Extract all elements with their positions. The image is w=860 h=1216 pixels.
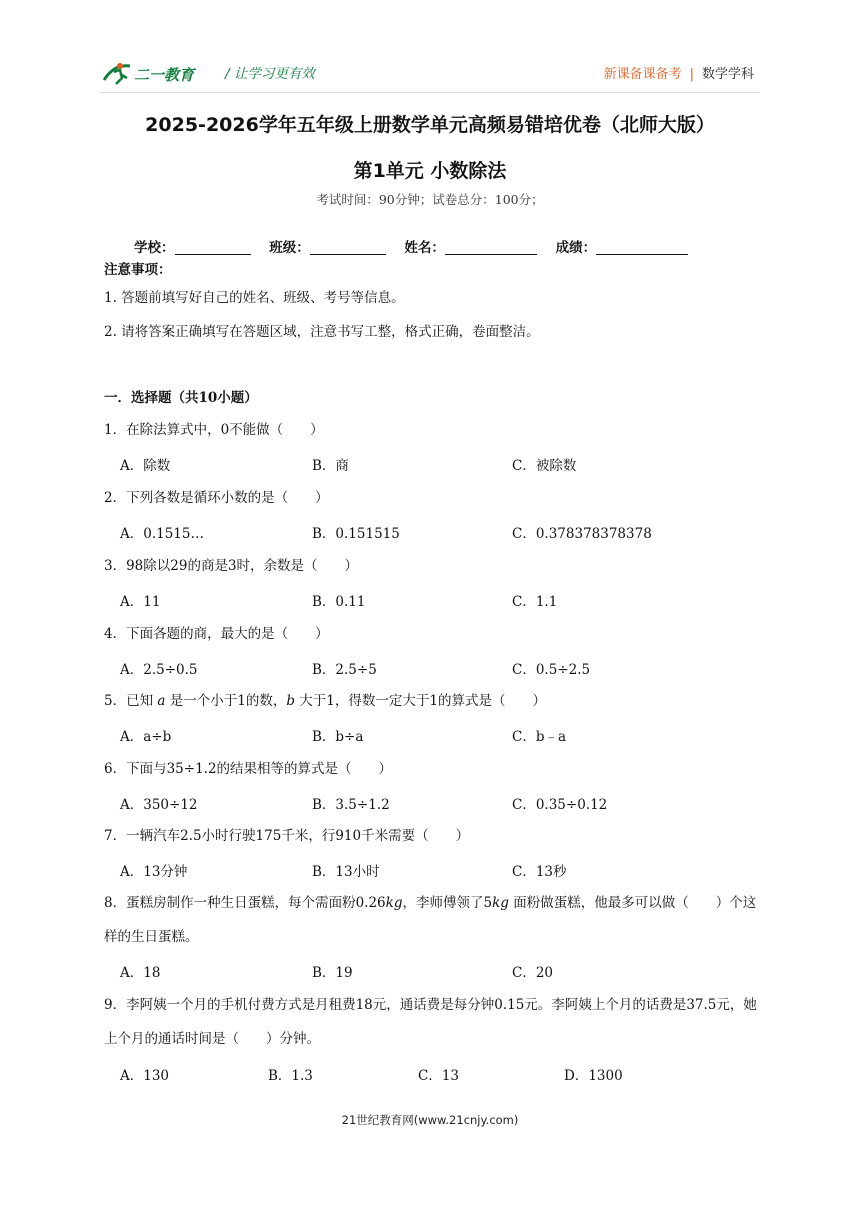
name-blank[interactable] [445, 239, 537, 255]
exam-info: 考试时间：90分钟；试卷总分：100分； [316, 192, 544, 207]
option-b[interactable]: B．0.151515 [312, 526, 400, 542]
option-b[interactable]: B．0.11 [312, 594, 366, 610]
notice-item: 2. 请将答案正确填写在答题区域，注意书写工整，格式正确，卷面整洁。 [104, 324, 540, 340]
svg-text:二一教育: 二一教育 [134, 66, 195, 84]
option-b[interactable]: B．13小时 [312, 864, 380, 880]
question-9-options [0, 1064, 860, 1084]
option-d[interactable]: D．1300 [564, 1068, 623, 1084]
school-blank[interactable] [175, 239, 251, 255]
name-field[interactable] [404, 236, 537, 256]
page-header [0, 0, 860, 100]
option-a[interactable]: A．2.5÷0.5 [120, 662, 198, 678]
class-label: 班级： [269, 240, 310, 256]
notice-item: 1. 答题前填写好自己的姓名、班级、考号等信息。 [104, 290, 405, 306]
question-4-options [0, 658, 860, 678]
header-subject-info [604, 63, 754, 82]
student-info-fields [134, 236, 702, 256]
question-2-options [0, 522, 860, 542]
name-label: 姓名： [404, 240, 445, 256]
option-a[interactable]: A．0.1515… [120, 526, 204, 542]
score-blank[interactable] [596, 239, 688, 255]
option-a[interactable]: A．除数 [120, 458, 171, 474]
option-c[interactable]: C．0.378378378378 [512, 526, 652, 542]
question-3: 3．98除以29的商是3时，余数是（ ） [104, 558, 359, 574]
question-8-options [0, 961, 860, 981]
question-9: 9．李阿姨一个月的手机付费方式是月租费18元，通话费是每分钟0.15元。李阿姨上个月的话费是37.5元，她上个月的通话时间是（ ）分钟。 [104, 997, 757, 1047]
option-c[interactable]: C．13秒 [512, 864, 567, 880]
notice-title: 注意事项： [104, 262, 172, 278]
school-label: 学校： [134, 240, 175, 256]
class-field[interactable] [269, 236, 386, 256]
option-a[interactable]: A．350÷12 [120, 797, 198, 813]
slogan: / 让学习更有效 [225, 66, 315, 82]
option-b[interactable]: B．2.5÷5 [312, 662, 377, 678]
header-tag: 新课备课备考 [603, 67, 682, 82]
option-b[interactable]: B．19 [312, 965, 353, 981]
option-a[interactable]: A．130 [120, 1068, 170, 1084]
option-a[interactable]: A．13分钟 [120, 864, 188, 880]
option-a[interactable]: A．a÷b [120, 729, 172, 745]
brand-logo [100, 58, 218, 88]
school-field[interactable] [134, 236, 251, 256]
option-b[interactable]: B．b÷a [312, 729, 364, 745]
question-1-options [0, 454, 860, 474]
header-subject: 数学学科 [701, 67, 754, 82]
section-title: 一．选择题（共10小题） [104, 390, 258, 406]
option-b[interactable]: B．商 [312, 458, 349, 474]
question-6: 6．下面与35÷1.2的结果相等的算式是（ ） [104, 761, 393, 777]
header-divider [100, 92, 760, 93]
option-c[interactable]: C．13 [418, 1068, 460, 1084]
exam-subtitle: 第1单元 小数除法 [353, 160, 507, 182]
question-6-options [0, 793, 860, 813]
option-c[interactable]: C．0.35÷0.12 [512, 797, 608, 813]
option-c[interactable]: C．b﹣a [512, 729, 567, 745]
question-7-options [0, 860, 860, 880]
page-footer[interactable]: 21世纪教育网(www.21cnjy.com) [341, 1113, 519, 1127]
question-1: 1．在除法算式中，0不能做（ ） [104, 422, 324, 438]
option-a[interactable]: A．11 [120, 594, 161, 610]
option-c[interactable]: C．20 [512, 965, 554, 981]
score-field[interactable] [556, 236, 689, 256]
header-separator: | [689, 67, 694, 82]
option-c[interactable]: C．被除数 [512, 458, 577, 474]
option-b[interactable]: B．3.5÷1.2 [312, 797, 390, 813]
option-c[interactable]: C．0.5÷2.5 [512, 662, 591, 678]
option-c[interactable]: C．1.1 [512, 594, 558, 610]
question-2: 2．下列各数是循环小数的是（ ） [104, 490, 329, 506]
question-5: 5．已知 a 是一个小于1的数，b 大于1，得数一定大于1的算式是（ ） [104, 693, 546, 709]
class-blank[interactable] [310, 239, 386, 255]
exam-title: 2025-2026学年五年级上册数学单元高频易错培优卷（北师大版） [145, 114, 715, 136]
score-label: 成绩： [555, 240, 597, 256]
question-8: 8．蛋糕房制作一种生日蛋糕，每个需面粉0.26kg，李师傅领了5kg 面粉做蛋糕，他最多可以做（ ）个这样的生日蛋糕。 [104, 895, 757, 945]
question-4: 4．下面各题的商，最大的是（ ） [104, 626, 329, 642]
option-a[interactable]: A．18 [120, 965, 161, 981]
question-7: 7．一辆汽车2.5小时行驶175千米，行910千米需要（ ） [104, 828, 470, 844]
question-5-options [0, 725, 860, 745]
question-3-options [0, 590, 860, 610]
option-b[interactable]: B．1.3 [268, 1068, 313, 1084]
